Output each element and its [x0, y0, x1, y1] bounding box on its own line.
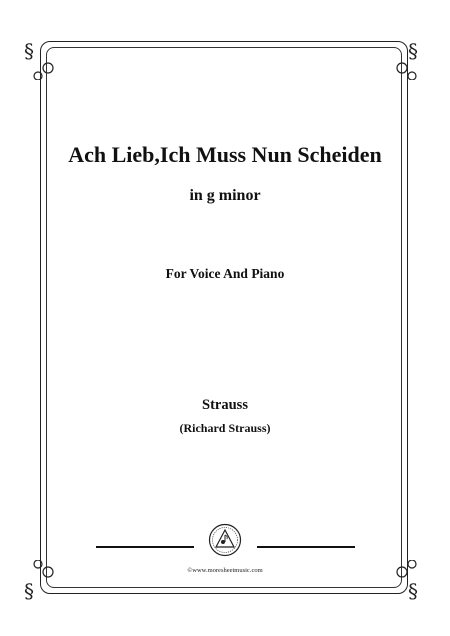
- inner-border-frame: [46, 47, 402, 588]
- svg-text:§: §: [408, 40, 418, 63]
- key-signature-label: in g minor: [189, 187, 261, 204]
- composer-name: Strauss: [202, 397, 248, 413]
- music-note-triangle-logo-icon: [208, 523, 242, 557]
- composer-full-name: (Richard Strauss): [179, 421, 271, 435]
- right-signature-line: [257, 546, 355, 548]
- bottom-right-scroll-ornament-icon: [388, 560, 428, 600]
- svg-text:§: §: [24, 40, 34, 63]
- top-right-scroll-ornament-icon: [388, 40, 428, 80]
- top-left-scroll-ornament-icon: [22, 40, 62, 80]
- bottom-left-scroll-ornament-icon: [22, 560, 62, 600]
- svg-text:§: §: [408, 579, 418, 600]
- instrumentation-label: For Voice And Piano: [165, 266, 285, 281]
- piece-title: Ach Lieb,Ich Muss Nun Scheiden: [68, 142, 382, 167]
- footer-website-url[interactable]: ©www.moresheetmusic.com: [187, 567, 263, 574]
- svg-text:§: §: [24, 579, 34, 600]
- left-signature-line: [96, 546, 194, 548]
